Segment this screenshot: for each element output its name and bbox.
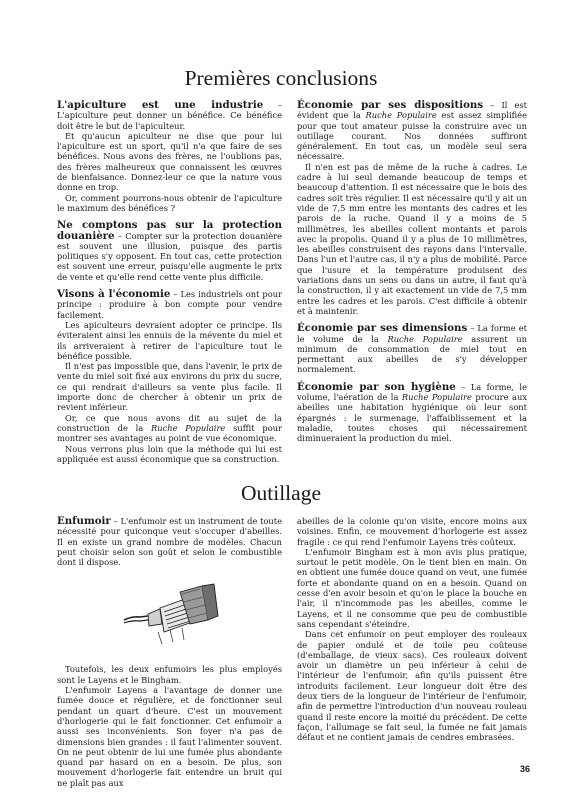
paragraph: Et qu'aucun apiculteur ne dise que pour lui l'apiculture est un sport, qu'il n'a que faire de ses bénéfices. Nous avons des frères, ne l'oublions pas, des frères malheureux que connaissent les œuvres de bienfaisance. Donnez-leur ce que la nature vous donne en trop. [57,130,282,193]
subheading-dimensions: Économie par ses dimensions [297,322,468,335]
section-title-outillage: Outillage [240,481,321,505]
subheading-enfumoir: Enfumoir [57,515,111,527]
subheading-protection: Ne comptons pas sur la protection douanière [57,219,282,242]
paragraph: L'enfumoir Bingham est à mon avis plus pratique, surtout le petit modèle. On le tient bien en main. On en obtient une fumée douce quand on veut, une fumée forte et abondante quand on en a besoin. Quand on cesse d'en avoir besoin et qu'on le place la bouche en l'air, il n'incommode pas les abeilles, comme le Layens, et il ne consomme que peu de combustible sans cependant s'éteindre. [297,546,527,629]
paragraph: Il n'en est pas de même de la ruche à cadres. Le cadre à lui seul demande beaucoup de temps et beaucoup d'attention. Il est nécessaire que le bois des cadres soit très régulier. Il est nécessaire qu'il y ait un vide de 7,5 mm entre les montants des cadres et les parois de la ruche. Quand il y a moins de 5 millimètres, les abeilles collent montants et parois avec la propolis. Quand il y a plus de 10 millimètres, les abeilles construisent des rayons dans l'intervalle. Dans l'un et l'autre cas, il n'y a plus de mobilité. Parce que l'usure et la température produisent des variations dans un sens ou dans un autre, il faut qu'à la construction, il y ait exactement un vide de 7,5 mm entre les cadres et les parois. C'est difficile à obtenir et à maintenir. [297,161,527,316]
paragraph: Or, comment pourrons-nous obtenir de l'apiculture le maximum des bénéfices ? [57,192,282,213]
paragraph: Dans cet enfumoir on peut employer des rouleaux de papier ondulé et de toile peu coûteuse (d'emballage, de vieux sacs). Ces rouleaux doivent avoir un diamètre un peu inférieur à celui de l'intérieur de l'enfumoir, afin qu'ils puissent être introduits facilement. Leur longueur doit être des deux tiers de la longueur de l'intérieur de l'enfumoir, afin de permettre l'introduction d'un nouveau rouleau quand il reste encore la moitié du précédent. De cette façon, l'allumage se fait seul, la fumée ne fait jamais défaut et ne contient jamais de cendres embrasées. [297,629,527,743]
column-right-outillage [297,516,527,743]
column-left-conclusions [57,100,282,464]
subheading-hygiene: Économie par son hygiène [297,380,456,393]
column-left-outillage [57,516,282,788]
paragraph-dimensions: Économie par ses dimensions – La forme et le volume de la Ruche Populaire assurent un minimum de consommation de miel tout en permettant aux abeilles de s'y développer normalement. [297,322,528,375]
paragraph-visons: Visons à l'économie – Les industriels ont pour principe : produire à bon compte pour vendre facilement. [57,288,283,320]
column-right-conclusions [297,100,527,444]
subheading-visons: Visons à l'économie [57,288,171,301]
paragraph: Or, ce que nous avons dit au sujet de la construction de la Ruche Populaire suffit pour montrer ses avantages au point de vue économique. [57,412,283,444]
section-title-premieres-conclusions: Premières conclusions [184,66,378,90]
smoker-illustration [118,576,222,654]
paragraph: Les apiculteurs devraient adopter ce principe. Ils éviteraient ainsi les ennuis de la mévente du miel et ils arriveraient à retirer de l'apiculture tout le bénéfice possible. [57,319,282,361]
paragraph: Il n'est pas impossible que, dans l'avenir, le prix de vente du miel soit fixé aux environs du prix du sucre, ce qui rendrait d'ailleurs sa vente plus facile. Il importe donc de chercher à obtenir un prix de revient inférieur. [57,361,282,413]
paragraph-hygiene: Économie par son hygiène – La forme, le volume, l'aération de la Ruche Populaire procure aux abeilles une habitation hygiénique où leur sont épargnés : le surmenage, l'affaiblissement et la maladie, toutes choses qui nécessairement diminueraient la production du miel. [297,380,528,444]
page-number: 36 [519,764,530,774]
paragraph: Toutefois, les deux enfumoirs les plus employés sont le Layens et le Bingham. [57,664,282,685]
subheading-dispositions: Économie par ses dispositions [297,99,484,111]
paragraph-protection: Ne comptons pas sur la protection douanière – Compter sur la protection douanière est souvent une illusion, puisque des partis politiques s'y opposent. En tout cas, cette protection est souvent une erreur, puisqu'elle augmente le prix de vente et qu'elle rend cette vente plus difficile. [57,219,283,282]
paragraph-dispositions: Économie par ses dispositions – Il est évident que la Ruche Populaire est assez simplifiée pour que tout amateur puisse la construire avec un outillage courant. Nos données suffiront généralement. En tout cas, un modèle seul sera nécessaire. [297,99,528,162]
paragraph: Nous verrons plus loin que la méthode qui lui est appliquée est aussi économique que sa construction. [57,443,282,464]
paragraph-enfumoir: Enfumoir – L'enfumoir est un instrument de toute nécessité pour quiconque veut s'occuper d'abeilles. Il en existe un grand nombre de modèles. Chacun peut choisir selon son goût et selon le combustible dont il dispose. [57,515,282,568]
paragraph-apiculture: L'apiculture est une industrie – L'apiculture peut donner un bénéfice. Ce bénéfice doit être le but de l'apiculteur. [57,99,282,131]
subheading-apiculture: L'apiculture est une industrie [57,99,264,111]
paragraph: L'enfumoir Layens a l'avantage de donner une fumée douce et régulière, et de fonctionner seul pendant un quart d'heure. C'est un mouvement d'horlogerie qui le fait fonctionner. Cet enfumoir a aussi ses inconvénients. Son foyer n'a pas de dimensions bien grandes : il faut l'alimenter souvent. On ne peut obtenir de lui une fumée plus abondante quand par hasard on en a besoin. De plus, son mouvement d'horlogerie fait entendre un bruit qui ne plaît pas aux [57,685,282,788]
paragraph: abeilles de la colonie qu'on visite, encore moins aux voisines. Enfin, ce mouvement d'horlogerie est assez fragile : ce qui rend l'enfumoir Layens très coûteux. [297,516,527,547]
